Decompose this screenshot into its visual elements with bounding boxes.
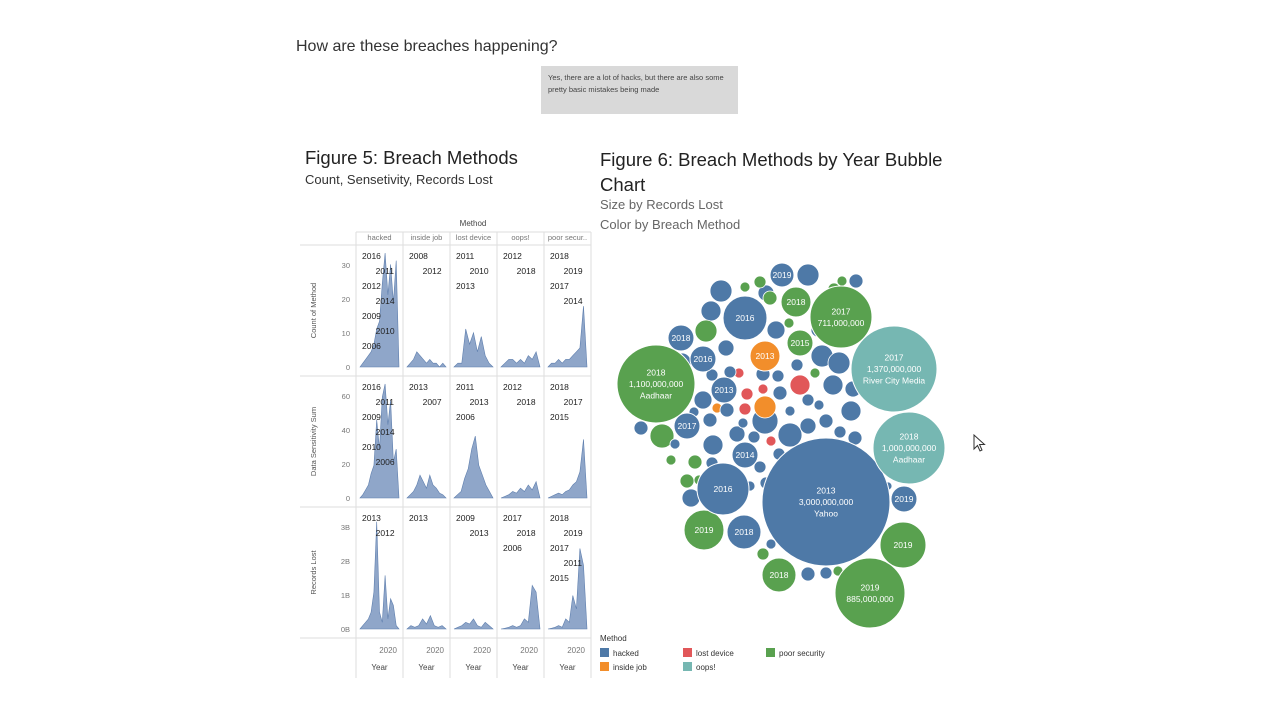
bubble-label: 2016: [735, 313, 755, 323]
area-year-label: 2018: [550, 513, 569, 523]
figure6-title: Figure 6: Breach Methods by Year Bubble Chart: [600, 149, 943, 195]
bubble-label: 2013: [755, 351, 775, 361]
column-header-0: hacked: [367, 233, 392, 242]
ytick-label: 30: [341, 261, 350, 270]
area-series-0-4: [548, 306, 587, 367]
area-series-0-1: [407, 352, 446, 367]
bubble-hacked: [767, 321, 785, 339]
bubble-poor-security: [757, 548, 769, 560]
xtick-label: 2020: [567, 646, 585, 655]
area-series-1-2: [454, 436, 493, 498]
bubble-label: 2018: [671, 333, 691, 343]
bubble-hacked: [772, 370, 784, 382]
area-year-label: 2015: [550, 573, 569, 583]
bubble-hacked: [634, 421, 648, 435]
area-year-label: 2013: [469, 528, 489, 538]
bubble-hacked: [819, 414, 833, 428]
area-series-1-3: [501, 482, 540, 498]
xtick-label: 2020: [379, 646, 397, 655]
bubble-label: 885,000,000: [846, 593, 894, 604]
ytick-label: 0: [345, 363, 350, 372]
area-year-label: 2006: [362, 341, 381, 351]
bubble-poor-security: [688, 455, 702, 469]
bubble-poor-security: [784, 318, 794, 328]
x-axis-label: Year: [418, 663, 435, 672]
area-year-label: 2012: [375, 528, 395, 538]
area-year-label: 2017: [503, 513, 522, 523]
x-axis-label: Year: [465, 663, 482, 672]
area-year-label: 2012: [503, 251, 522, 261]
bubble-label: 2017: [677, 421, 697, 431]
bubble-hacked: [718, 340, 734, 356]
bubble-label: 1,370,000,000: [866, 364, 922, 374]
area-year-label: 2006: [456, 412, 475, 422]
area-year-label: 2016: [362, 382, 381, 392]
ytick-label: 20: [341, 295, 350, 304]
area-year-label: 2014: [375, 427, 395, 437]
ytick-label: 2B: [340, 557, 350, 566]
area-year-label: 2011: [563, 558, 582, 568]
xtick-label: 2020: [426, 646, 444, 655]
column-header-1: inside job: [410, 233, 443, 242]
figure5-title: Figure 5: Breach Methods: [305, 147, 518, 168]
bubble-hacked: [797, 264, 819, 286]
bubble-label: 2018: [786, 297, 806, 307]
bubble-hacked: [773, 386, 787, 400]
bubble-lost-device: [766, 436, 776, 446]
bubble-hacked: [729, 426, 745, 442]
bubble-label: 711,000,000: [817, 317, 865, 328]
area-year-label: 2017: [550, 281, 569, 291]
bubble-label: River City Media: [862, 375, 926, 386]
area-year-label: 2011: [456, 251, 475, 261]
bubble-label: 2013: [816, 485, 836, 496]
bubble-label: 2016: [713, 484, 733, 494]
x-axis-label: Year: [371, 663, 388, 672]
bubble-label: 2013: [714, 385, 734, 395]
bubble-label: 1,000,000,000: [881, 443, 937, 453]
area-year-label: 2010: [362, 442, 381, 452]
bubble-poor-security: [837, 276, 847, 286]
area-year-label: 2010: [375, 326, 395, 336]
row-ylabel-0: Count of Method: [309, 282, 318, 339]
column-header-4: poor secur..: [547, 233, 588, 242]
area-series-0-3: [501, 352, 540, 367]
legend-swatch-oops-: [683, 662, 692, 671]
bubble-hacked: [823, 375, 843, 395]
area-year-label: 2007: [422, 397, 442, 407]
area-year-label: 2010: [469, 266, 489, 276]
page-heading: How are these breaches happening?: [296, 38, 558, 55]
bubble-label: 2018: [646, 367, 666, 378]
bubble-poor-security: [740, 282, 750, 292]
area-year-label: 2019: [563, 266, 583, 276]
bubble-hacked: [710, 280, 732, 302]
bubble-hacked: [738, 418, 748, 428]
bubble-hacked: [814, 400, 824, 410]
bubble-poor-security: [695, 320, 717, 342]
bubble-label: 2018: [734, 527, 754, 537]
area-year-label: 2018: [516, 266, 536, 276]
bubble-label: 2014: [735, 450, 755, 460]
area-year-label: 2012: [422, 266, 442, 276]
bubble-label: 2019: [772, 270, 792, 280]
bubble-label: 3,000,000,000: [798, 497, 854, 507]
area-year-label: 2013: [409, 382, 428, 392]
bubble-hacked: [778, 423, 802, 447]
area-year-label: 2018: [516, 397, 536, 407]
area-year-label: 2016: [362, 251, 381, 261]
ytick-label: 0: [345, 494, 350, 503]
xtick-label: 2020: [473, 646, 491, 655]
area-series-2-1: [407, 616, 446, 629]
annotation-note: Yes, there are a lot of hacks, but there are also some pretty basic mistakes being made: [541, 66, 738, 114]
bubble-label: 2018: [899, 431, 919, 442]
area-year-label: 2017: [563, 397, 583, 407]
bubble-label: 2015: [790, 338, 810, 348]
bubble-hacked: [841, 401, 861, 421]
bubble-hacked: [694, 391, 712, 409]
bubble-hacked: [701, 301, 721, 321]
bubble-label: 2017: [884, 352, 904, 363]
legend-swatch-inside-job: [600, 662, 609, 671]
bubble-label: 2017: [831, 306, 851, 317]
legend-item-inside-job: inside job: [613, 663, 647, 672]
area-series-2-2: [454, 619, 493, 629]
area-year-label: 2006: [375, 457, 395, 467]
bubble-hacked: [801, 567, 815, 581]
bubble-label: Aadhaar: [892, 454, 926, 465]
bubble-hacked: [670, 439, 680, 449]
row-ylabel-1: Data Sensitivity Sum: [309, 406, 318, 477]
bubble-hacked: [820, 567, 832, 579]
bubble-label: 2019: [694, 525, 714, 535]
ytick-label: 60: [341, 392, 350, 401]
area-series-1-1: [407, 475, 446, 498]
bubble-label: 2016: [693, 354, 713, 364]
legend-swatch-hacked: [600, 648, 609, 657]
bubble-lost-device: [739, 403, 751, 415]
figure5-subtitle: Count, Sensetivity, Records Lost: [305, 172, 493, 187]
area-year-label: 2015: [550, 412, 569, 422]
bubble-hacked: [703, 435, 723, 455]
bubble-hacked: [828, 352, 850, 374]
figure5-area-chart[interactable]: [300, 212, 596, 680]
bubble-label: Yahoo: [814, 508, 838, 519]
area-year-label: 2013: [456, 281, 475, 291]
area-year-label: 2012: [503, 382, 522, 392]
bubble-label: 2019: [893, 540, 913, 550]
bubble-poor-security: [754, 276, 766, 288]
ytick-label: 20: [341, 460, 350, 469]
bubble-hacked: [800, 418, 816, 434]
bubble-lost-device: [790, 375, 810, 395]
figure6-subtitle-size: Size by Records Lost: [600, 197, 723, 212]
bubble-label: 1,100,000,000: [628, 379, 684, 389]
area-year-label: 2017: [550, 543, 569, 553]
area-series-2-3: [501, 585, 540, 629]
bubble-poor-security: [680, 474, 694, 488]
bubble-poor-security: [763, 291, 777, 305]
area-year-label: 2012: [362, 281, 381, 291]
area-year-label: 2018: [550, 251, 569, 261]
area-year-label: 2018: [516, 528, 536, 538]
area-series-1-4: [548, 439, 587, 498]
area-year-label: 2019: [563, 528, 583, 538]
bubble-label: 2019: [860, 582, 880, 593]
area-year-label: 2018: [550, 382, 569, 392]
bubble-label: Aadhaar: [639, 390, 673, 401]
area-year-label: 2011: [375, 397, 394, 407]
xtick-label: 2020: [520, 646, 538, 655]
bubble-lost-device: [741, 388, 753, 400]
area-year-label: 2013: [469, 397, 489, 407]
area-year-label: 2008: [409, 251, 428, 261]
area-year-label: 2013: [409, 513, 428, 523]
bubble-hacked: [834, 426, 846, 438]
column-header-2: lost device: [455, 233, 492, 242]
ytick-label: 0B: [340, 625, 350, 634]
legend-item-oops-: oops!: [696, 663, 716, 672]
legend-item-poor-security: poor security: [779, 649, 825, 658]
area-year-label: 2014: [375, 296, 395, 306]
area-year-label: 2009: [456, 513, 475, 523]
bubble-inside-job: [754, 396, 776, 418]
figure6-subtitle-color: Color by Breach Method: [600, 217, 741, 232]
bubble-poor-security: [810, 368, 820, 378]
legend-swatch-lost-device: [683, 648, 692, 657]
area-year-label: 2014: [563, 296, 583, 306]
area-year-label: 2006: [503, 543, 522, 553]
bubble-hacked: [703, 413, 717, 427]
ytick-label: 3B: [340, 523, 350, 532]
area-year-label: 2013: [362, 513, 381, 523]
x-axis-label: Year: [559, 663, 576, 672]
bubble-hacked: [720, 403, 734, 417]
bubble-hacked: [748, 431, 760, 443]
bubble-hacked: [802, 394, 814, 406]
bubble-lost-device: [758, 384, 768, 394]
ytick-label: 40: [341, 426, 350, 435]
x-axis-label: Year: [512, 663, 529, 672]
bubble-poor-security: [666, 455, 676, 465]
ytick-label: 10: [341, 329, 350, 338]
legend-swatch-poor-security: [766, 648, 775, 657]
bubble-hacked: [791, 359, 803, 371]
area-series-0-2: [454, 329, 493, 367]
bubble-hacked: [724, 366, 736, 378]
area-year-label: 2009: [362, 311, 381, 321]
area-year-label: 2011: [456, 382, 475, 392]
column-header-3: oops!: [511, 233, 530, 242]
mouse-cursor-icon: [972, 434, 988, 454]
ytick-label: 1B: [340, 591, 350, 600]
row-ylabel-2: Records Lost: [309, 550, 318, 595]
area-year-label: 2009: [362, 412, 381, 422]
bubble-label: 2018: [769, 570, 789, 580]
legend-item-hacked: hacked: [613, 649, 639, 658]
bubble-label: 2019: [894, 494, 914, 504]
area-year-label: 2011: [375, 266, 394, 276]
figure6-bubble-chart[interactable]: [596, 255, 980, 675]
legend-item-lost-device: lost device: [696, 649, 734, 658]
legend-title: Method: [600, 634, 627, 643]
method-header: Method: [459, 219, 487, 228]
bubble-hacked: [785, 406, 795, 416]
bubble-hacked: [849, 274, 863, 288]
